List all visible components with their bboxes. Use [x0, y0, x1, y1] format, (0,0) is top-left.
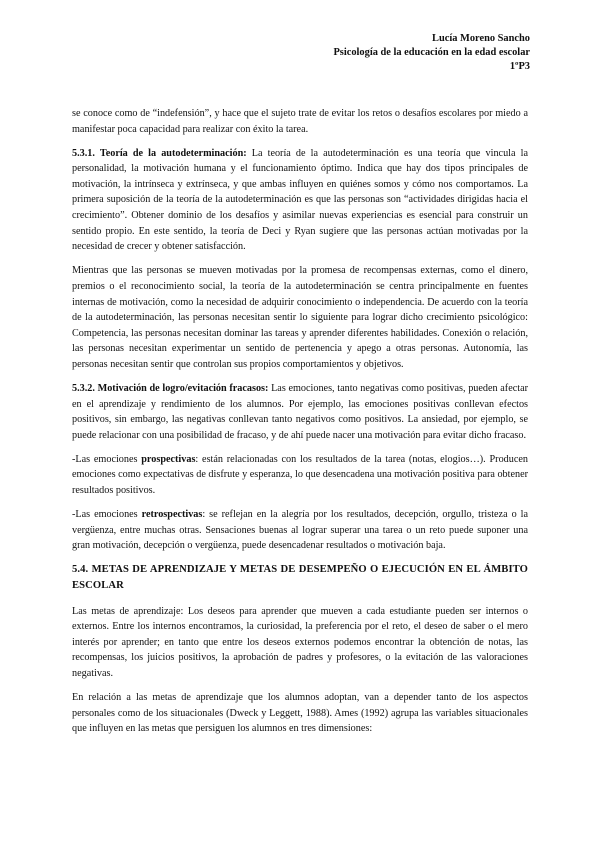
prospectivas-text: : están relacionadas con los resultados de la tarea (notas, elogios…). Producen emociones como expectativas de disfrute y esperanza, lo que desencadena una motivación positiva para obtener resultados positivos. [72, 453, 528, 497]
retrospectivas-prefix: -Las emociones [72, 509, 142, 521]
retrospectivas-text: : se reflejan en la alegría por los resultados, decepción, orgullo, tristeza o la vergüenza, entre muchas otras. Sensaciones buenas al lograr superar una tarea o un reto puede suponer una gran motivación, decepción o vergüenza, puede desencadenar resultados o motivación baja. [72, 509, 528, 552]
section-5-3-2-title: 5.3.2. Motivación de logro/evitación fracasos: [72, 383, 269, 394]
paragraph-recompensas: Mientras que las personas se mueven motivadas por la promesa de recompensas externas, como el dinero, premios o el reconocimiento social, la teoría de la autodeterminación se centra principalmente en fuentes internas de motivación, como la necesidad de adquirir conocimiento o independencia. De acuerdo con la teoría de la autodeterminación, las personas necesitan sentir lo siguiente para lograr dicho crecimiento psicológico: Competencia, las personas necesitan dominar las tareas y aprender diferentes habilidades. Conexión o relación, las personas necesitan experimentar un sentido de pertenencia y apego a otras personas. Autonomía, las personas necesitan sentir que controlan sus propios comportamientos y objetivos. [72, 265, 528, 370]
group-code: 1ºP3 [509, 61, 530, 72]
author-name: Lucía Moreno Sancho [432, 33, 530, 44]
section-5-4-heading: 5.4. METAS DE APRENDIZAJE Y METAS DE DESEMPEÑO O EJECUCIÓN EN EL ÁMBITO ESCOLAR [72, 564, 528, 592]
paragraph-metas-aprendizaje: Las metas de aprendizaje: Los deseos para aprender que mueven a cada estudiante pueden ser internos o externos. Entre los internos encontramos, la curiosidad, la preferencia por el reto, el deseo de saber o el mero interés por aprender; en tanto que entre los deseos externos podemos encontrar la obtención de notas, las recompensas, los juicios positivos, la aprobación de padres y profesores, o la evitación de las valoraciones negativas. [72, 605, 528, 679]
page-header [333, 32, 530, 74]
paragraph-retrospectivas [72, 507, 528, 554]
paragraph-indefension: se conoce como de “indefensión”, y hace que el sujeto trate de evitar los retos o desafíos escolares por miedo a manifestar poca capacidad para realizar con éxito la tarea. [72, 108, 528, 135]
prospectivas-term: prospectivas [141, 453, 196, 465]
section-5-3-1-title: 5.3.1. Teoría de la autodeterminación: [72, 147, 247, 159]
paragraph-dimensiones: En relación a las metas de aprendizaje que los alumnos adoptan, van a depender tanto de los aspectos personales como de los situacionales (Dweck y Leggett, 1988). Ames (1992) agrupa las variables situacionales que influyen en las metas que persiguen los alumnos en tres dimensiones: [72, 692, 528, 735]
section-5-3-1-text: La teoría de la autodeterminación es una teoría que vincula la personalidad, la motivación humana y el funcionamiento óptimo. Indica que hay dos tipos principales de motivación, la intrínseca y extrínseca, y que ambas influyen en quiénes somos y cómo nos comportamos. La primera suposición de la teoría de la autodeterminación es que las personas son “actividades dirigidas hacia el crecimiento”. Obtener dominio de los desafíos y asimilar nuevas experiencias es esencial para construir un sentido propio. En este sentido, la teoría de Deci y Ryan sugiere que las personas actúan motivadas por la necesidad de crecer y obtener satisfacción. [72, 147, 528, 253]
section-5-3-2 [72, 381, 528, 443]
section-5-3-1 [72, 146, 528, 255]
paragraph-prospectivas [72, 452, 528, 499]
section-5-3-2-text: Las emociones, tanto negativas como positivas, pueden afectar en el aprendizaje y rendimiento de los alumnos. Por ejemplo, las emociones positivas conllevan efectos positivos, sin embargo, las negativas conllevan tanto negativos como positivos. La ansiedad, por ejemplo, se puede relacionar con una posibilidad de fracaso, y de ahí puede nacer una motivación para evitar dicho fracaso. [72, 383, 528, 441]
document-body [72, 106, 528, 745]
retrospectivas-term: retrospectivas [141, 509, 203, 521]
course-title: Psicología de la educación en la edad escolar [333, 47, 530, 58]
prospectivas-prefix: -Las emociones [72, 453, 142, 465]
